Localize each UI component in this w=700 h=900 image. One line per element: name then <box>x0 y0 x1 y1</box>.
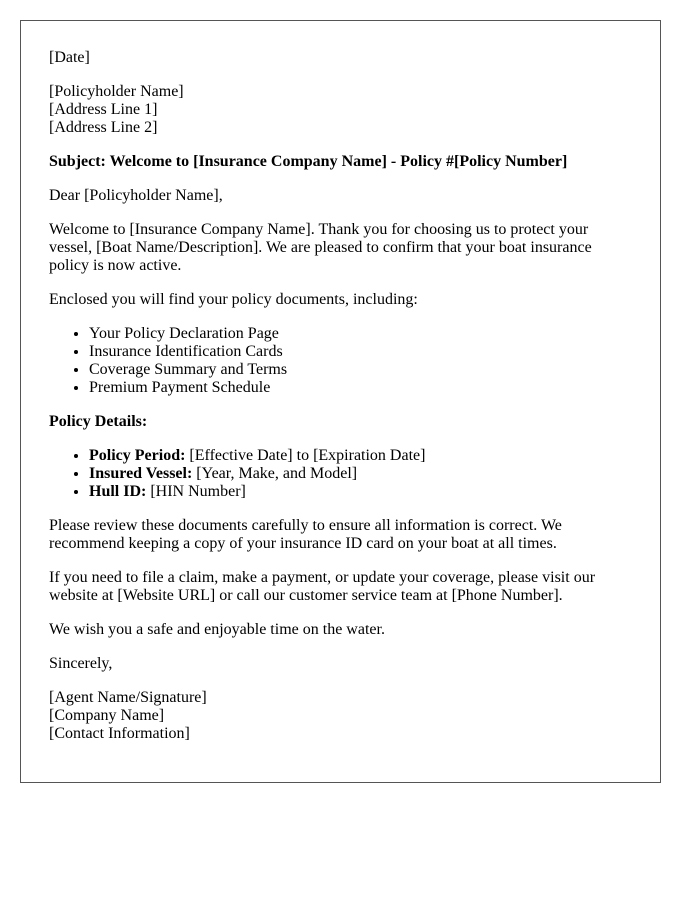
list-item: • Premium Payment Schedule <box>89 379 632 397</box>
letter <box>20 20 661 783</box>
list-item: • Insurance Identification Cards <box>89 343 632 361</box>
recipient-name: [Policyholder Name] <box>49 83 184 100</box>
policy-details-heading: Policy Details: <box>49 413 148 430</box>
detail-label: Insured Vessel: <box>89 465 193 482</box>
closing: Sincerely, <box>49 655 113 672</box>
wish-paragraph: We wish you a safe and enjoyable time on the water. <box>49 621 385 638</box>
company-name: [Company Name] <box>49 707 165 724</box>
detail-item <box>89 447 632 465</box>
date: [Date] <box>49 49 90 66</box>
policy-details-list <box>49 447 632 501</box>
signature-block <box>49 689 632 743</box>
address-line-2: [Address Line 2] <box>49 119 158 136</box>
enclosed-intro: Enclosed you will find your policy documents, including: <box>49 291 418 308</box>
detail-item <box>89 465 632 483</box>
list-item: • Your Policy Declaration Page <box>89 325 632 343</box>
detail-item <box>89 483 632 501</box>
address-line-1: [Address Line 1] <box>49 101 158 118</box>
subject-line: Subject: Welcome to [Insurance Company Name] - Policy #[Policy Number] <box>49 153 568 170</box>
detail-label: Policy Period: <box>89 447 186 464</box>
detail-label: Hull ID: <box>89 483 147 500</box>
intro-paragraph: Welcome to [Insurance Company Name]. Thank you for choosing us to protect your vessel, [Boat Name/Description]. We are pleased to confirm that your boat insurance policy is now active. <box>49 221 592 274</box>
detail-value: [Effective Date] to [Expiration Date] <box>185 447 426 464</box>
detail-value: [HIN Number] <box>146 483 246 500</box>
enclosed-list <box>49 325 632 397</box>
list-item: • Coverage Summary and Terms <box>89 361 632 379</box>
contact-paragraph: If you need to file a claim, make a payment, or update your coverage, please visit our website at [Website URL] or call our customer service team at [Phone Number]. <box>49 569 596 604</box>
agent-name: [Agent Name/Signature] <box>49 689 207 706</box>
detail-value: [Year, Make, and Model] <box>192 465 358 482</box>
recipient-address <box>49 83 632 137</box>
salutation: Dear [Policyholder Name], <box>49 187 223 204</box>
contact-information: [Contact Information] <box>49 725 190 742</box>
review-paragraph: Please review these documents carefully to ensure all information is correct. We recommend keeping a copy of your insurance ID card on your boat at all times. <box>49 517 562 552</box>
